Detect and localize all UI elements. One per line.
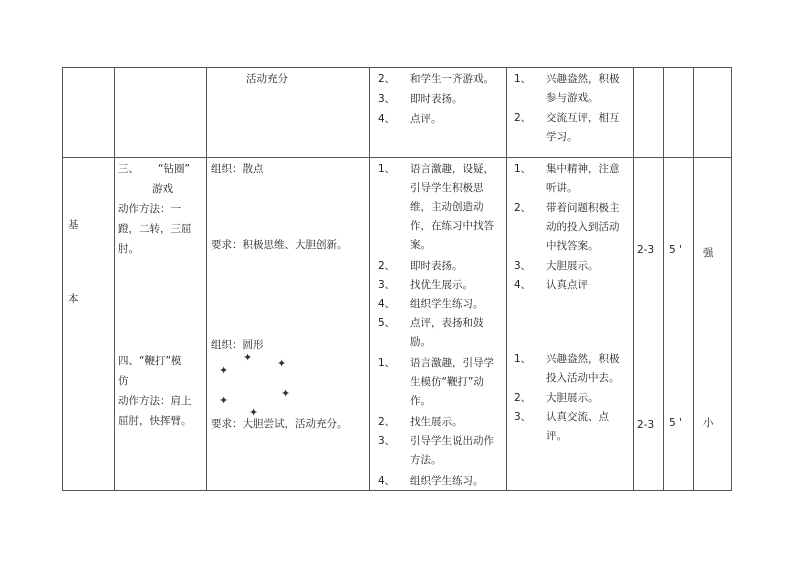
step-num: 1、 xyxy=(514,353,532,365)
step-text: 认真点评 xyxy=(546,279,588,291)
step-text: 兴趣盎然，积极 xyxy=(546,73,620,85)
step-text: 即时表扬。 xyxy=(410,260,463,272)
step-text: 语言激趣，设疑， xyxy=(410,163,494,175)
step-num: 2、 xyxy=(514,392,532,404)
activity-method: 动作方法：肩上 xyxy=(118,395,192,407)
activity-method: 屈肘，快挥臂。 xyxy=(118,415,192,427)
step-num: 2、 xyxy=(378,416,396,428)
table-top-border xyxy=(62,67,732,68)
row1-activity-text: 活动充分 xyxy=(246,73,288,85)
step-text: 找生展示。 xyxy=(410,416,463,428)
student-marker-icon: ✦ xyxy=(277,357,287,370)
step-num: 4、 xyxy=(514,279,532,291)
step-num: 4、 xyxy=(378,298,396,310)
step-text: 引导学生说出动作 xyxy=(410,435,494,447)
col-divider-4 xyxy=(506,67,507,491)
step-num: 3、 xyxy=(514,411,532,423)
step-num: 4、 xyxy=(378,475,396,487)
activity-title-num: 三、 xyxy=(118,163,139,175)
student-marker-icon: ✦ xyxy=(243,351,253,364)
activity-title: 游戏 xyxy=(152,183,173,195)
step-text: 方法。 xyxy=(410,454,442,466)
activity-title: “钻圈” xyxy=(158,163,190,175)
step-text: 认真交流、点 xyxy=(546,411,609,423)
col-divider-5 xyxy=(633,67,634,491)
step-text: 集中精神，注意 xyxy=(546,163,620,175)
organization-scatter: 组织：散点 xyxy=(211,163,264,175)
step-text: 中找答案。 xyxy=(546,240,599,252)
student-marker-icon: ✦ xyxy=(281,387,291,400)
step-num: 4、 xyxy=(378,113,396,125)
minutes-a: 5 ' xyxy=(669,244,682,256)
step-num: 2、 xyxy=(514,112,532,124)
step-text: 组织学生练习。 xyxy=(410,475,484,487)
step-text: 作，在练习中找答 xyxy=(410,220,494,232)
step-num: 3、 xyxy=(514,260,532,272)
activity-title: 仿 xyxy=(118,375,129,387)
activity-method: 肘。 xyxy=(118,243,139,255)
organization-circle: 组织：圆形 xyxy=(211,339,264,351)
col-divider-6 xyxy=(663,67,664,491)
activity-method: 动作方法：一 xyxy=(118,203,181,215)
step-num: 3、 xyxy=(378,279,396,291)
step-num: 2、 xyxy=(514,202,532,214)
step-text: 和学生一齐游戏。 xyxy=(410,73,494,85)
intensity-a: 强 xyxy=(703,247,714,259)
step-num: 1、 xyxy=(514,163,532,175)
step-text: 兴趣盎然，积极 xyxy=(546,353,620,365)
step-text: 语言激趣，引导学 xyxy=(410,357,494,369)
step-text: 听讲。 xyxy=(546,182,578,194)
step-text: 维，主动创造动 xyxy=(410,201,484,213)
step-num: 2、 xyxy=(378,73,396,85)
row-divider xyxy=(62,157,732,158)
step-num: 2、 xyxy=(378,260,396,272)
student-marker-icon: ✦ xyxy=(219,394,229,407)
step-text: 点评。 xyxy=(410,113,442,125)
step-text: 评。 xyxy=(546,430,567,442)
step-text: 组织学生练习。 xyxy=(410,298,484,310)
col-divider-0 xyxy=(62,67,63,491)
col-divider-7 xyxy=(693,67,694,491)
intensity-b: 小 xyxy=(703,417,714,429)
step-text: 生模仿“鞭打”动 xyxy=(410,376,484,388)
step-num: 3、 xyxy=(378,435,396,447)
activity-title: 四、“鞭打”模 xyxy=(118,355,182,367)
minutes-b: 5 ' xyxy=(669,417,682,429)
col-divider-2 xyxy=(206,67,207,491)
requirement-b: 要求：大胆尝试，活动充分。 xyxy=(211,418,348,430)
step-text: 引导学生积极思 xyxy=(410,182,484,194)
repetitions-a: 2-3 xyxy=(637,244,655,256)
step-text: 动的投入到活动 xyxy=(546,221,620,233)
step-text: 大胆展示。 xyxy=(546,260,599,272)
student-marker-icon: ✦ xyxy=(249,406,259,419)
step-text: 作。 xyxy=(410,395,431,407)
step-text: 交流互评，相互 xyxy=(546,112,620,124)
step-text: 励。 xyxy=(410,336,431,348)
step-num: 3、 xyxy=(378,93,396,105)
step-text: 大胆展示。 xyxy=(546,392,599,404)
table-bottom-border xyxy=(62,490,732,491)
step-text: 学习。 xyxy=(546,131,578,143)
section-label-char: 基 xyxy=(68,219,79,231)
activity-method: 蹬，二转，三屈 xyxy=(118,223,192,235)
student-marker-icon: ✦ xyxy=(219,364,229,377)
col-divider-8 xyxy=(731,67,732,491)
step-text: 投入活动中去。 xyxy=(546,372,620,384)
section-label-char: 本 xyxy=(68,293,79,305)
step-text: 点评，表扬和鼓 xyxy=(410,317,484,329)
step-text: 案。 xyxy=(410,239,431,251)
step-num: 1、 xyxy=(514,73,532,85)
step-text: 参与游戏。 xyxy=(546,92,599,104)
step-text: 即时表扬。 xyxy=(410,93,463,105)
col-divider-3 xyxy=(369,67,370,491)
step-text: 找优生展示。 xyxy=(410,279,473,291)
requirement-a: 要求：积极思维、大胆创新。 xyxy=(211,239,348,251)
step-num: 5、 xyxy=(378,317,396,329)
repetitions-b: 2-3 xyxy=(637,419,655,431)
step-text: 带着问题积极主 xyxy=(546,202,620,214)
step-num: 1、 xyxy=(378,163,396,175)
col-divider-1 xyxy=(114,67,115,491)
step-num: 1、 xyxy=(378,357,396,369)
